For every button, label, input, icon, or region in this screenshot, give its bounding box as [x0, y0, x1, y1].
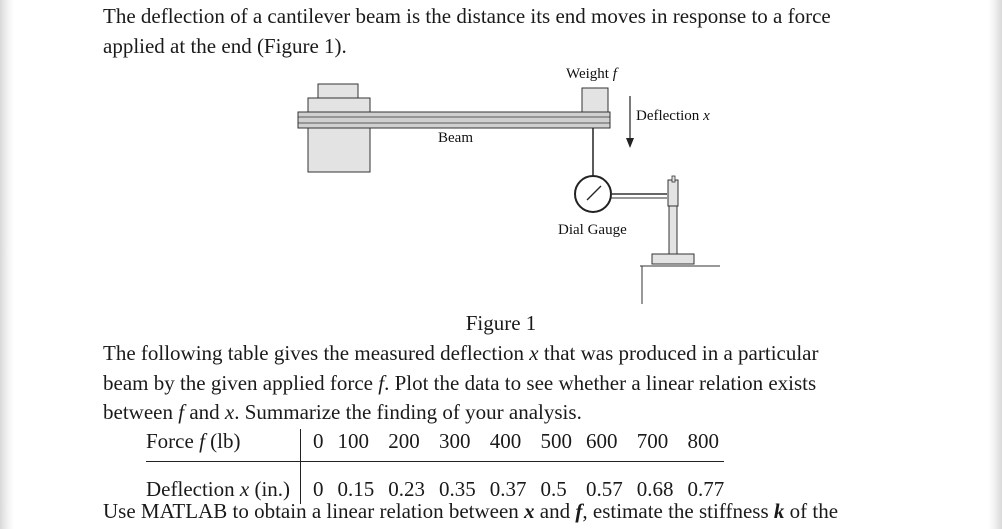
intro-line-1: The deflection of a cantilever beam is the distance its end moves in response to a force: [103, 4, 831, 28]
body-text: . Summarize the finding of your analysis.: [234, 400, 582, 424]
force-value: 700: [623, 429, 674, 462]
deflection-value: 0.57: [586, 477, 623, 501]
clamp-base: [308, 128, 370, 172]
var-x: x: [529, 341, 539, 365]
page-edge-left: [0, 0, 14, 529]
beam-label: Beam: [438, 130, 473, 146]
stand-knob: [672, 176, 675, 182]
var-k: k: [773, 499, 785, 523]
force-value: 800: [674, 429, 725, 462]
deflection-value: 0.37: [489, 477, 527, 501]
table-row-force: [146, 429, 724, 462]
row-header-force: Force f (lb): [146, 429, 301, 462]
footer-text: , estimate the stiffness: [582, 499, 774, 523]
footer-text: and: [534, 499, 576, 523]
footer-text: Use MATLAB to obtain a linear relation between: [103, 499, 525, 523]
page-edge-right: [988, 0, 1002, 529]
deflection-label: Deflection x: [636, 108, 710, 124]
body-text: and: [184, 400, 225, 424]
clamp-plate: [308, 98, 370, 112]
var-f: f: [378, 370, 385, 395]
deflection-value: 0.23: [388, 477, 426, 501]
var-x: x: [224, 400, 235, 424]
deflection-value: 0.15: [337, 477, 375, 501]
deflection-value: 0.77: [687, 477, 725, 501]
body-text: The following table gives the measured deflection: [103, 341, 530, 365]
deflection-arrow-head: [626, 138, 634, 148]
deflection-value: 0.35: [439, 477, 476, 501]
var-f: f: [178, 400, 185, 424]
force-value: 0: [301, 429, 324, 462]
stand-base: [652, 254, 694, 264]
footer-paragraph: [103, 497, 903, 527]
body-text: beam by the given applied force: [103, 370, 379, 395]
beam: [298, 112, 610, 128]
intro-paragraph: [103, 2, 903, 61]
force-value: 200: [374, 429, 425, 462]
force-value: 400: [476, 429, 527, 462]
deflection-value: 0.5: [540, 477, 567, 501]
force-value: 500: [527, 429, 573, 462]
weight-label: Weight f: [566, 66, 617, 82]
force-value: 300: [425, 429, 476, 462]
footer-text: of the: [784, 499, 839, 523]
body-text: between: [103, 400, 179, 424]
body-text: that was produced in a particular: [538, 341, 819, 365]
force-value: 100: [324, 429, 375, 462]
body-text: . Plot the data to see whether a linear relation exists: [384, 370, 817, 395]
deflection-value: 0: [313, 477, 324, 501]
dial-gauge-label: Dial Gauge: [558, 222, 627, 238]
figure-caption: Figure 1: [465, 311, 537, 335]
var-f: f: [575, 499, 583, 523]
stand-post: [669, 206, 677, 256]
row-header-deflection: Deflection x (in.): [146, 462, 301, 505]
deflection-value: 0.68: [636, 477, 674, 501]
stand-clamp: [668, 180, 678, 206]
cantilever-figure: [290, 58, 720, 308]
force-value: 600: [572, 429, 623, 462]
intro-line-2: applied at the end (Figure 1).: [103, 33, 347, 58]
weight-block: [582, 88, 608, 112]
body-paragraph: [103, 339, 903, 428]
var-x: x: [524, 499, 535, 523]
force-deflection-table: [146, 429, 724, 504]
